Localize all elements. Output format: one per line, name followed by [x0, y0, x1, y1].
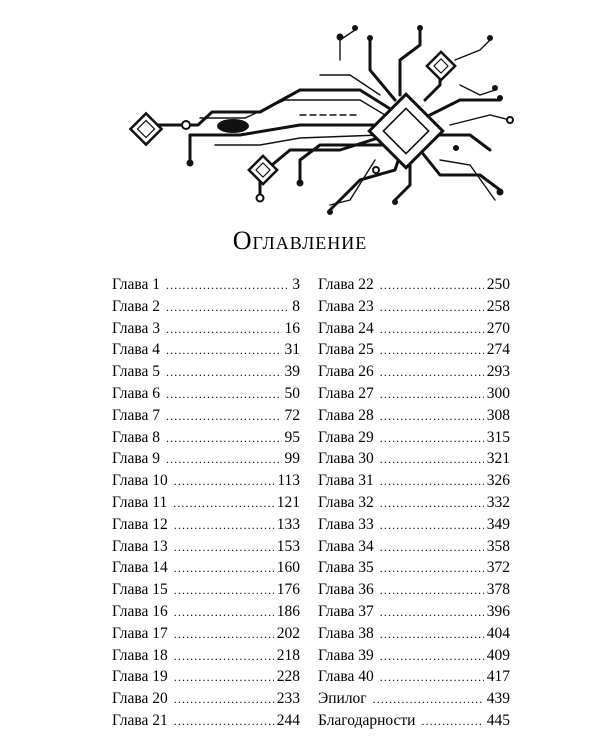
- toc-entry-page: 396: [486, 602, 510, 620]
- toc-entry[interactable]: [112, 407, 300, 429]
- toc-column-right: [318, 276, 510, 734]
- toc-entry[interactable]: [318, 320, 510, 342]
- toc-entry[interactable]: [318, 647, 510, 669]
- toc-entry-label: Глава 16: [112, 602, 168, 620]
- toc-entry-label: Глава 25: [318, 341, 374, 359]
- toc-leader-dots: [380, 278, 484, 293]
- toc-entry[interactable]: [318, 429, 510, 451]
- toc-leader-dots: [380, 300, 484, 315]
- toc-entry-page: 50: [284, 384, 300, 402]
- toc-entry[interactable]: [318, 690, 510, 712]
- toc-entry-label: Глава 1: [112, 276, 161, 293]
- toc-entry-label: Глава 28: [318, 406, 374, 424]
- toc-entry[interactable]: [318, 363, 510, 385]
- toc-leader-dots: [166, 387, 281, 402]
- toc-entry-page: 72: [284, 406, 300, 424]
- toc-entry-page: 358: [486, 537, 510, 555]
- circuit-board-illustration: [0, 0, 600, 230]
- toc-entry[interactable]: [318, 298, 510, 320]
- toc-entry-page: 332: [486, 493, 510, 511]
- toc-leader-dots: [166, 365, 281, 380]
- toc-entry[interactable]: [112, 472, 300, 494]
- toc-entry-page: 378: [486, 581, 510, 599]
- toc-leader-dots: [380, 583, 484, 598]
- toc-leader-dots: [166, 278, 289, 293]
- toc-entry-page: 250: [486, 276, 510, 293]
- toc-entry-label: Глава 31: [318, 472, 374, 490]
- toc-leader-dots: [173, 496, 274, 511]
- toc-entry-page: 121: [276, 493, 300, 511]
- toc-leader-dots: [380, 387, 484, 402]
- toc-entry[interactable]: [318, 538, 510, 560]
- toc-entry[interactable]: [318, 668, 510, 690]
- page-title: Оглавление: [232, 226, 368, 255]
- toc-entry[interactable]: [318, 625, 510, 647]
- toc-leader-dots: [166, 343, 281, 358]
- toc-entry-page: 308: [486, 406, 510, 424]
- toc-leader-dots: [174, 714, 274, 729]
- toc-entry-label: Глава 15: [112, 581, 168, 599]
- toc-entry-label: Глава 6: [112, 384, 161, 402]
- toc-entry-page: 176: [276, 581, 300, 599]
- toc-entry-label: Глава 2: [112, 297, 161, 315]
- toc-leader-dots: [380, 561, 484, 576]
- toc-entry-page: 315: [486, 428, 510, 446]
- toc-entry-label: Глава 14: [112, 559, 168, 577]
- toc-entry-label: Глава 18: [112, 646, 168, 664]
- toc-entry-page: 293: [486, 363, 510, 381]
- toc-entry[interactable]: [318, 385, 510, 407]
- toc-leader-dots: [174, 649, 274, 664]
- toc-entry[interactable]: [112, 625, 300, 647]
- toc-entry[interactable]: [318, 603, 510, 625]
- toc-leader-dots: [166, 322, 281, 337]
- toc-leader-dots: [174, 670, 274, 685]
- toc-entry[interactable]: [112, 647, 300, 669]
- toc-leader-dots: [380, 322, 484, 337]
- toc-entry-page: 445: [486, 711, 510, 729]
- toc-leader-dots: [380, 518, 484, 533]
- toc-entry[interactable]: [112, 429, 300, 451]
- toc-entry-page: 31: [284, 341, 300, 359]
- toc-leader-dots: [421, 714, 483, 729]
- toc-entry[interactable]: [112, 341, 300, 363]
- toc-entry[interactable]: [112, 276, 300, 298]
- toc-entry-label: Глава 9: [112, 450, 161, 468]
- toc-entry-label: Глава 29: [318, 428, 374, 446]
- toc-entry[interactable]: [318, 559, 510, 581]
- toc-entry[interactable]: [112, 363, 300, 385]
- toc-leader-dots: [166, 452, 281, 467]
- toc-entry-label: Эпилог: [318, 690, 367, 708]
- toc-leader-dots: [174, 583, 274, 598]
- toc-entry-label: Глава 39: [318, 646, 374, 664]
- toc-entry-label: Глава 27: [318, 384, 374, 402]
- toc-entry[interactable]: [112, 538, 300, 560]
- toc-leader-dots: [380, 452, 484, 467]
- toc-leader-dots: [380, 605, 484, 620]
- toc-leader-dots: [174, 518, 274, 533]
- toc-entry-label: Глава 4: [112, 341, 161, 359]
- toc-leader-dots: [380, 343, 484, 358]
- toc-entry-page: 95: [284, 428, 300, 446]
- toc-leader-dots: [174, 692, 274, 707]
- toc-entry-label: Глава 21: [112, 711, 168, 729]
- toc-entry-label: Глава 10: [112, 472, 168, 490]
- toc-leader-dots: [373, 692, 484, 707]
- toc-entry-page: 202: [276, 624, 300, 642]
- toc-entry-label: Глава 37: [318, 602, 374, 620]
- toc-entry-page: 218: [276, 646, 300, 664]
- toc-entry[interactable]: [112, 712, 300, 734]
- toc-entry[interactable]: [318, 494, 510, 516]
- toc-leader-dots: [380, 431, 484, 446]
- toc-leader-dots: [174, 561, 274, 576]
- toc-entry[interactable]: [318, 472, 510, 494]
- toc-entry[interactable]: [112, 450, 300, 472]
- toc-entry-label: Глава 33: [318, 515, 374, 533]
- toc-entry-page: 349: [486, 515, 510, 533]
- toc-entry-page: 113: [277, 472, 300, 490]
- toc-leader-dots: [166, 409, 281, 424]
- toc-entry[interactable]: [112, 385, 300, 407]
- toc-entry-page: 372: [486, 559, 510, 577]
- toc-entry-label: Глава 22: [318, 276, 374, 293]
- toc-entry-page: 186: [276, 602, 300, 620]
- toc-entry-page: 153: [276, 537, 300, 555]
- toc-entry-page: 258: [486, 297, 510, 315]
- toc-entry[interactable]: [318, 516, 510, 538]
- toc-entry-page: 3: [292, 276, 300, 293]
- toc-entry[interactable]: [112, 320, 300, 342]
- toc-leader-dots: [174, 627, 274, 642]
- toc-entry[interactable]: [112, 668, 300, 690]
- toc-entry-label: Глава 20: [112, 690, 168, 708]
- toc-entry-page: 439: [486, 690, 510, 708]
- toc-entry-page: 244: [276, 711, 300, 729]
- toc-leader-dots: [174, 474, 275, 489]
- toc-entry-label: Глава 3: [112, 319, 161, 337]
- toc-entry-label: Глава 13: [112, 537, 168, 555]
- toc-leader-dots: [380, 409, 484, 424]
- toc-entry-label: Глава 7: [112, 406, 161, 424]
- toc-entry-label: Глава 34: [318, 537, 374, 555]
- toc-entry[interactable]: [112, 298, 300, 320]
- toc-entry-page: 99: [284, 450, 300, 468]
- toc-entry-label: Глава 19: [112, 668, 168, 686]
- toc-leader-dots: [166, 300, 289, 315]
- toc-entry-label: Глава 30: [318, 450, 374, 468]
- toc-entry-page: 133: [276, 515, 300, 533]
- toc-entry-label: Глава 24: [318, 319, 374, 337]
- toc-entry-label: Глава 35: [318, 559, 374, 577]
- toc-entry-label: Глава 32: [318, 493, 374, 511]
- toc-leader-dots: [380, 540, 484, 555]
- toc-entry-label: Глава 23: [318, 297, 374, 315]
- toc-leader-dots: [380, 649, 484, 664]
- toc-entry[interactable]: [112, 603, 300, 625]
- toc-entry-page: 417: [486, 668, 510, 686]
- toc-entry-page: 409: [486, 646, 510, 664]
- toc-leader-dots: [174, 605, 274, 620]
- toc-entry-label: Глава 40: [318, 668, 374, 686]
- toc-entry-page: 39: [284, 363, 300, 381]
- toc-entry[interactable]: [112, 516, 300, 538]
- toc-entry-label: Глава 5: [112, 363, 161, 381]
- toc-entry[interactable]: [112, 559, 300, 581]
- toc-entry-page: 321: [486, 450, 510, 468]
- toc-leader-dots: [380, 670, 484, 685]
- toc-entry[interactable]: [318, 407, 510, 429]
- toc-entry[interactable]: [318, 712, 510, 734]
- toc-entry-page: 326: [486, 472, 510, 490]
- toc-entry-page: 228: [276, 668, 300, 686]
- toc-entry-page: 8: [292, 297, 300, 315]
- toc-entry-label: Глава 36: [318, 581, 374, 599]
- toc-entry-label: Благодарности: [318, 711, 416, 729]
- toc-entry-label: Глава 26: [318, 363, 374, 381]
- toc-entry-label: Глава 8: [112, 428, 161, 446]
- toc-entry-label: Глава 12: [112, 515, 168, 533]
- toc-leader-dots: [380, 474, 484, 489]
- toc-entry[interactable]: [318, 276, 510, 298]
- toc-leader-dots: [174, 540, 274, 555]
- toc-entry[interactable]: [112, 581, 300, 603]
- toc-entry[interactable]: [112, 494, 300, 516]
- toc-entry-page: 300: [486, 384, 510, 402]
- toc-leader-dots: [380, 627, 484, 642]
- toc-entry[interactable]: [318, 341, 510, 363]
- toc-entry-page: 404: [486, 624, 510, 642]
- toc-column-left: [112, 276, 300, 734]
- toc-leader-dots: [380, 496, 484, 511]
- toc-entry[interactable]: [318, 581, 510, 603]
- toc-entry-page: 160: [276, 559, 300, 577]
- toc-entry[interactable]: [318, 450, 510, 472]
- toc-entry-label: Глава 38: [318, 624, 374, 642]
- toc-entry-page: 270: [486, 319, 510, 337]
- toc-leader-dots: [380, 365, 484, 380]
- toc-entry[interactable]: [112, 690, 300, 712]
- toc-entry-page: 274: [486, 341, 510, 359]
- toc-entry-label: Глава 17: [112, 624, 168, 642]
- toc-leader-dots: [166, 431, 281, 446]
- toc-entry-page: 233: [276, 690, 300, 708]
- toc-entry-page: 16: [284, 319, 300, 337]
- toc-entry-label: Глава 11: [112, 493, 168, 511]
